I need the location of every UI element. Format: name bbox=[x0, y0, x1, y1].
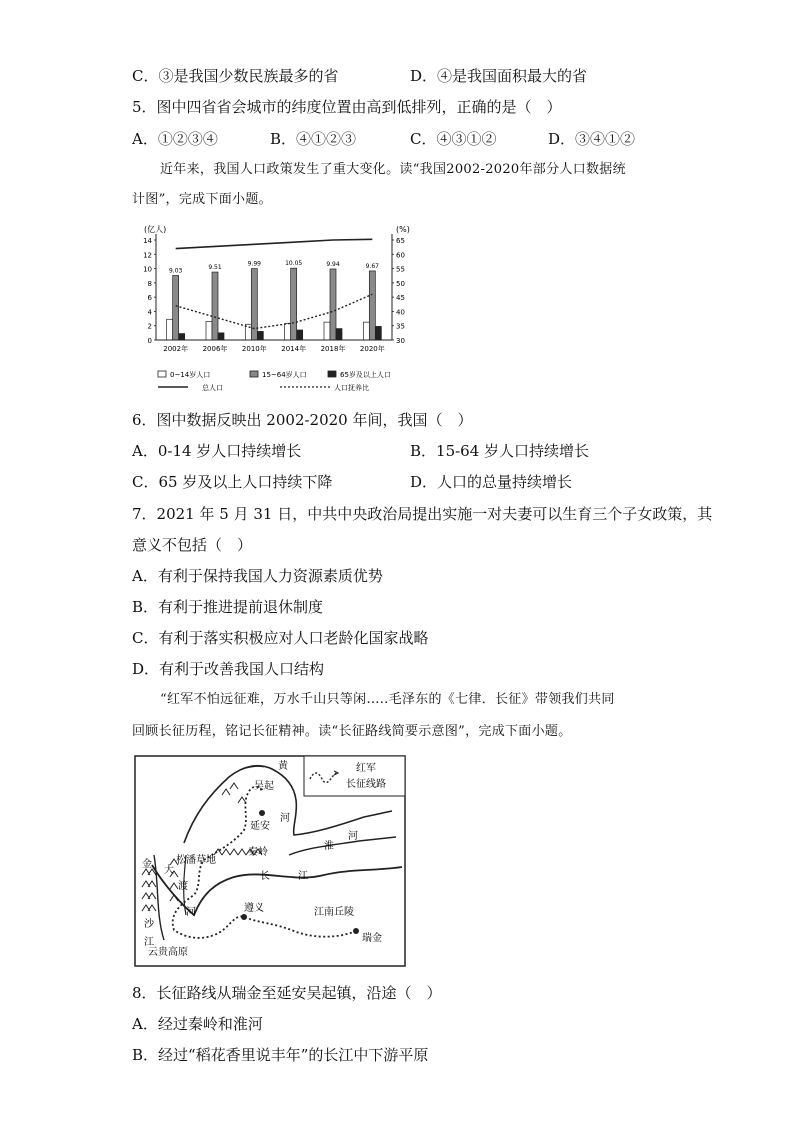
q7-option-b: B．有利于推进提前退休制度 bbox=[132, 598, 324, 616]
y-right-tick-label: 60 bbox=[396, 251, 405, 260]
y-left-tick-label: 2 bbox=[147, 322, 152, 331]
y-left-tick-label: 10 bbox=[143, 265, 152, 274]
bar-elder bbox=[257, 331, 263, 340]
q8-option-a: A．经过秦岭和淮河 bbox=[132, 1015, 263, 1033]
y-left-tick-label: 8 bbox=[147, 279, 152, 288]
label-huai: 淮 bbox=[324, 841, 334, 852]
y-right-tick-label: 30 bbox=[396, 337, 405, 345]
y-left-tick-label: 14 bbox=[143, 237, 152, 245]
label-du: 渡 bbox=[178, 881, 188, 892]
q6-option-b: B．15-64 岁人口持续增长 bbox=[410, 442, 590, 460]
y-left-label: (亿人) bbox=[144, 225, 167, 234]
label-jiangnan: 江南丘陵 bbox=[314, 907, 354, 918]
y-left-tick-label: 6 bbox=[147, 294, 152, 303]
y-right-tick-label: 50 bbox=[396, 279, 405, 288]
label-chang: 长 bbox=[260, 871, 270, 882]
x-tick-label: 2014年 bbox=[281, 345, 307, 353]
passage2-line1: “红军不怕远征难，万水千山只等闲.....毛泽东的《七律．长征》带领我们共同 bbox=[160, 692, 615, 707]
q5-option-d: D．③④①② bbox=[548, 130, 636, 148]
label-yanan: 延安 bbox=[250, 821, 270, 832]
y-right-tick-label: 35 bbox=[396, 322, 405, 331]
map-legend-line2: 长征线路 bbox=[346, 779, 386, 790]
label-huang: 黄 bbox=[278, 761, 288, 772]
q5-option-c: C．④③①② bbox=[410, 130, 497, 148]
y-right-label: (%) bbox=[396, 225, 410, 234]
label-yungui: 云贵高原 bbox=[148, 947, 188, 958]
legend-elder-label: 65岁及以上人口 bbox=[340, 371, 391, 379]
label-jiang1: 江 bbox=[144, 937, 154, 948]
q8-stem: 8．长征路线从瑞金至延安吴起镇，沿途（ ） bbox=[132, 984, 442, 1002]
bar-data-label: 9.51 bbox=[208, 264, 222, 272]
legend-child-swatch bbox=[158, 371, 166, 377]
x-tick-label: 2018年 bbox=[320, 345, 346, 353]
x-tick-label: 2006年 bbox=[202, 345, 228, 353]
q7-stem-line2: 意义不包括（ ） bbox=[132, 536, 253, 554]
y-left-tick-label: 0 bbox=[147, 337, 152, 345]
bar-child bbox=[324, 322, 330, 340]
label-wuqi: 吴起 bbox=[254, 781, 274, 792]
bar-working bbox=[212, 272, 218, 340]
passage2-line2: 回顾长征历程，铭记长征精神。读“长征路线简要示意图”，完成下面小题。 bbox=[132, 724, 572, 739]
q6-stem: 6．图中数据反映出 2002-2020 年间，我国（ ） bbox=[132, 411, 473, 429]
x-tick-label: 2010年 bbox=[241, 345, 267, 353]
ruijin-dot bbox=[353, 928, 359, 934]
bar-elder bbox=[179, 334, 185, 340]
passage1-line2: 计图”，完成下面小题。 bbox=[132, 192, 272, 207]
q5-option-a: A．①②③④ bbox=[132, 130, 218, 148]
q7-option-a: A．有利于保持我国人力资源素质优势 bbox=[132, 567, 383, 585]
legend-working-label: 15~64岁人口 bbox=[262, 371, 307, 379]
long-march-map bbox=[134, 755, 406, 967]
bar-working bbox=[369, 271, 375, 340]
x-tick-label: 2020年 bbox=[359, 345, 385, 353]
q7-option-c: C．有利于落实积极应对人口老龄化国家战略 bbox=[132, 629, 429, 647]
label-jiang2: 江 bbox=[298, 871, 308, 882]
bar-data-label: 9.03 bbox=[168, 267, 183, 275]
y-left-tick-label: 12 bbox=[143, 251, 152, 260]
bar-working bbox=[173, 276, 179, 341]
bar-child bbox=[285, 324, 291, 340]
label-qinling: 秦岭 bbox=[248, 847, 268, 858]
label-sha: 沙 bbox=[144, 919, 154, 930]
label-songpan: 松潘草地 bbox=[176, 855, 216, 866]
label-ruijin: 瑞金 bbox=[362, 933, 382, 944]
bar-child bbox=[167, 319, 173, 340]
legend-working-swatch bbox=[250, 371, 258, 377]
zunyi-dot bbox=[241, 914, 247, 920]
label-zunyi: 遵义 bbox=[244, 903, 264, 914]
total-population-line bbox=[176, 239, 373, 248]
bar-data-label: 9.99 bbox=[247, 260, 262, 268]
q8-option-b: B．经过“稻花香里说丰年”的长江中下游平原 bbox=[132, 1046, 429, 1064]
legend-child-label: 0~14岁人口 bbox=[170, 371, 211, 379]
legend-elder-swatch bbox=[328, 371, 336, 377]
legend-total-label: 总人口 bbox=[202, 384, 223, 392]
y-right-tick-label: 45 bbox=[396, 294, 405, 303]
y-right-tick-label: 55 bbox=[396, 265, 405, 274]
bar-working bbox=[330, 269, 336, 340]
bar-data-label: 9.94 bbox=[326, 261, 340, 268]
bar-elder bbox=[297, 330, 303, 340]
q6-option-a: A．0-14 岁人口持续增长 bbox=[132, 442, 302, 460]
q5-option-b: B．④①②③ bbox=[270, 130, 357, 148]
map-legend-box bbox=[304, 756, 405, 796]
label-he1: 河 bbox=[280, 813, 290, 824]
q4-option-d: D．④是我国面积最大的省 bbox=[410, 67, 588, 85]
map-legend-line1: 红军 bbox=[356, 763, 376, 774]
bar-child bbox=[363, 322, 369, 340]
x-tick-label: 2002年 bbox=[163, 345, 189, 353]
bar-data-label: 10.05 bbox=[285, 260, 303, 268]
bar-elder bbox=[336, 329, 342, 340]
bar-data-label: 9.67 bbox=[365, 262, 380, 270]
bar-elder bbox=[375, 326, 381, 340]
label-da: 大 bbox=[164, 865, 174, 876]
q6-option-d: D．人口的总量持续增长 bbox=[410, 473, 573, 491]
population-chart bbox=[130, 220, 420, 400]
q6-option-c: C．65 岁及以上人口持续下降 bbox=[132, 473, 333, 491]
label-jin: 金 bbox=[142, 859, 152, 870]
bar-working bbox=[291, 268, 297, 340]
y-left-tick-label: 4 bbox=[147, 308, 152, 317]
bar-child bbox=[206, 321, 212, 340]
bar-elder bbox=[218, 333, 224, 340]
passage1-line1: 近年来，我国人口政策发生了重大变化。读“我国2002-2020年部分人口数据统 bbox=[160, 162, 626, 177]
y-right-tick-label: 65 bbox=[396, 237, 405, 245]
q5-stem: 5．图中四省省会城市的纬度位置由高到低排列，正确的是（ ） bbox=[132, 98, 562, 116]
dependency-ratio-line bbox=[176, 294, 373, 328]
q7-stem-line1: 7．2021 年 5 月 31 日，中共中央政治局提出实施一对夫妻可以生育三个子女政策，其 bbox=[132, 505, 713, 523]
q4-option-c: C．③是我国少数民族最多的省 bbox=[132, 67, 339, 85]
label-he3: 河 bbox=[186, 907, 196, 918]
yanan-dot bbox=[259, 810, 265, 816]
legend-ratio-label: 人口抚养比 bbox=[334, 384, 369, 392]
label-he2: 河 bbox=[348, 831, 358, 842]
bar-working bbox=[251, 269, 257, 340]
y-right-tick-label: 40 bbox=[396, 308, 405, 317]
q7-option-d: D．有利于改善我国人口结构 bbox=[132, 660, 325, 678]
